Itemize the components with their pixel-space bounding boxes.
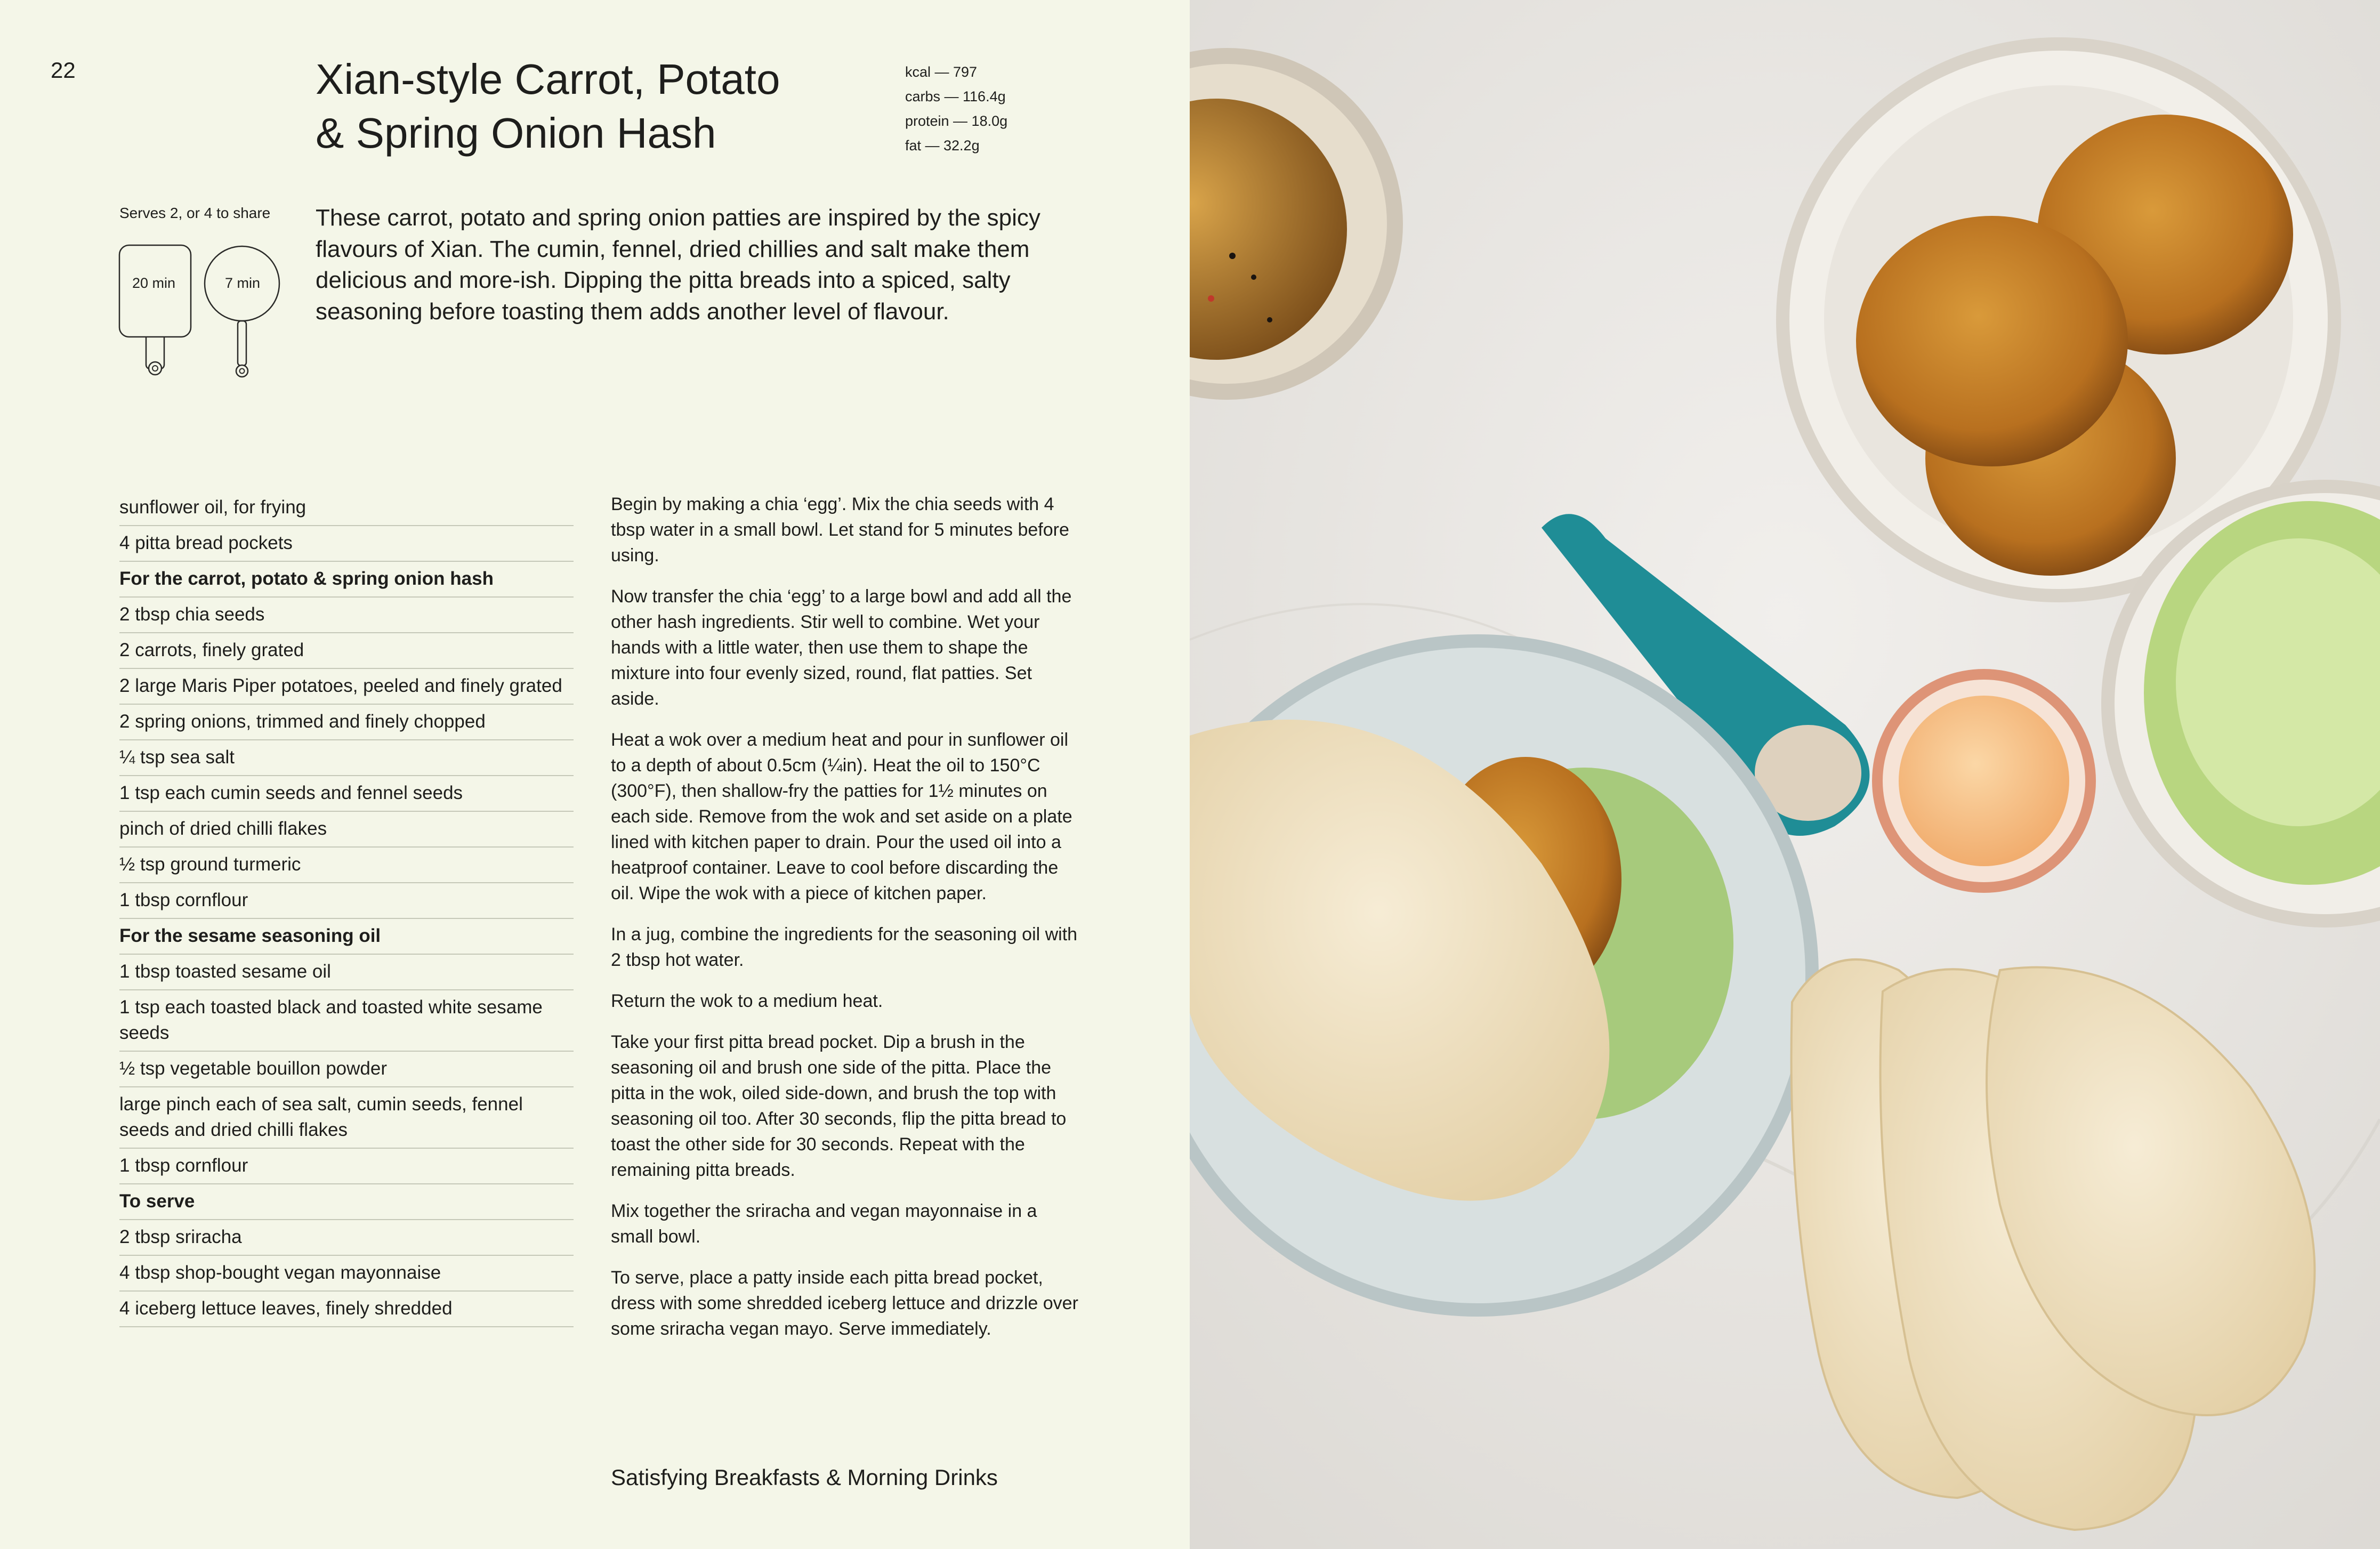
- method-step: Return the wok to a medium heat.: [611, 991, 883, 1011]
- ingredient-item: 1 tsp each cumin seeds and fennel seeds: [119, 776, 574, 812]
- nutrition-info: [905, 60, 1007, 158]
- sriracha-mayo-bowl: [1872, 669, 2096, 893]
- ingredient-item: 1 tbsp cornflour: [119, 883, 574, 919]
- ingredient-item: 2 spring onions, trimmed and finely chopped: [119, 705, 574, 740]
- nutrition-carbs: carbs — 116.4g: [905, 88, 1006, 104]
- chopping-board-icon: [118, 244, 193, 383]
- nutrition-kcal: kcal — 797: [905, 64, 978, 80]
- ingredient-item: 4 tbsp shop-bought vegan mayonnaise: [119, 1256, 574, 1292]
- cook-time-block: [204, 244, 284, 385]
- ingredient-item: pinch of dried chilli flakes: [119, 812, 574, 848]
- ingredient-item: ½ tsp vegetable bouillon powder: [119, 1052, 574, 1087]
- serves-label: Serves 2, or 4 to share: [119, 205, 271, 221]
- method-step: To serve, place a patty inside each pitta bread pocket, dress with some shredded iceberg lettuce and drizzle over some sriracha vegan mayo. Serve immediately.: [611, 1268, 1078, 1339]
- nutrition-fat: fat — 32.2g: [905, 138, 980, 154]
- title-line-1: Xian-style Carrot, Potato: [316, 55, 780, 103]
- cook-time: 7 min: [225, 275, 261, 291]
- chapter-footer: Satisfying Breakfasts & Morning Drinks: [611, 1465, 998, 1490]
- ingredient-item: 1 tbsp toasted sesame oil: [119, 955, 574, 990]
- title-line-2: & Spring Onion Hash: [316, 109, 716, 157]
- ingredient-item: 4 iceberg lettuce leaves, finely shredded: [119, 1292, 574, 1327]
- ingredient-item: sunflower oil, for frying: [119, 490, 574, 526]
- ingredient-heading: To serve: [119, 1184, 574, 1220]
- prep-time-block: [118, 244, 193, 385]
- ingredient-item: 1 tsp each toasted black and toasted white sesame seeds: [119, 990, 574, 1052]
- ingredient-heading: For the sesame seasoning oil: [119, 919, 574, 955]
- page-number: 22: [51, 58, 76, 83]
- ingredient-item: 2 carrots, finely grated: [119, 633, 574, 669]
- food-photograph: [1190, 0, 2380, 1549]
- ingredient-heading: For the carrot, potato & spring onion hash: [119, 562, 574, 598]
- ingredient-item: 4 pitta bread pockets: [119, 526, 574, 562]
- method-step: In a jug, combine the ingredients for the seasoning oil with 2 tbsp hot water.: [611, 924, 1078, 970]
- method-step: Begin by making a chia ‘egg’. Mix the chia seeds with 4 tbsp water in a small bowl. Let stand for 5 minutes before using.: [611, 494, 1069, 566]
- recipe-title: [316, 52, 849, 160]
- nutrition-protein: protein — 18.0g: [905, 113, 1008, 129]
- method-step: Take your first pitta bread pocket. Dip a brush in the seasoning oil and brush one side of the pitta. Place the pitta in the wok, oiled side-down, and brush the top with seasoning oil too. After 30 seconds, flip the pitta bread to toast the other side for 30 seconds. Repeat with the remaining pitta breads.: [611, 1032, 1067, 1180]
- method-steps: [611, 491, 1080, 1357]
- ingredient-item: 2 large Maris Piper potatoes, peeled and finely grated: [119, 669, 574, 705]
- ingredient-item: 2 tbsp sriracha: [119, 1220, 574, 1256]
- ingredient-item: ¼ tsp sea salt: [119, 740, 574, 776]
- method-step: Now transfer the chia ‘egg’ to a large bowl and add all the other hash ingredients. Stir well to combine. Wet your hands with a little water, then use them to shape the mixture into four evenly sized, round, flat patties. Set aside.: [611, 586, 1072, 709]
- ingredient-item: 2 tbsp chia seeds: [119, 598, 574, 633]
- ingredients-list: [119, 490, 574, 1327]
- method-step: Heat a wok over a medium heat and pour in sunflower oil to a depth of about 0.5cm (¼in). Heat the oil to 150°C (300°F), then shallow-fry the patties for 1½ minutes on each side. Remove from the wok and set aside on a plate lined with kitchen paper to drain. Pour the used oil into a heatproof container. Leave to cool before discarding the oil. Wipe the wok with a piece of kitchen paper.: [611, 730, 1072, 903]
- ingredient-item: ½ tsp ground turmeric: [119, 848, 574, 883]
- recipe-intro: These carrot, potato and spring onion patties are inspired by the spicy flavours of Xian. The cumin, fennel, dried chillies and salt make them delicious and more-ish. Dipping the pitta breads into a spiced, salty seasoning before toasting them adds another level of flavour.: [316, 205, 1040, 325]
- frying-pan-icon: [204, 244, 284, 383]
- ingredient-item: large pinch each of sea salt, cumin seeds, fennel seeds and dried chilli flakes: [119, 1087, 574, 1149]
- ingredient-item: 1 tbsp cornflour: [119, 1149, 574, 1184]
- method-step: Mix together the sriracha and vegan mayonnaise in a small bowl.: [611, 1201, 1037, 1247]
- prep-time: 20 min: [132, 275, 176, 291]
